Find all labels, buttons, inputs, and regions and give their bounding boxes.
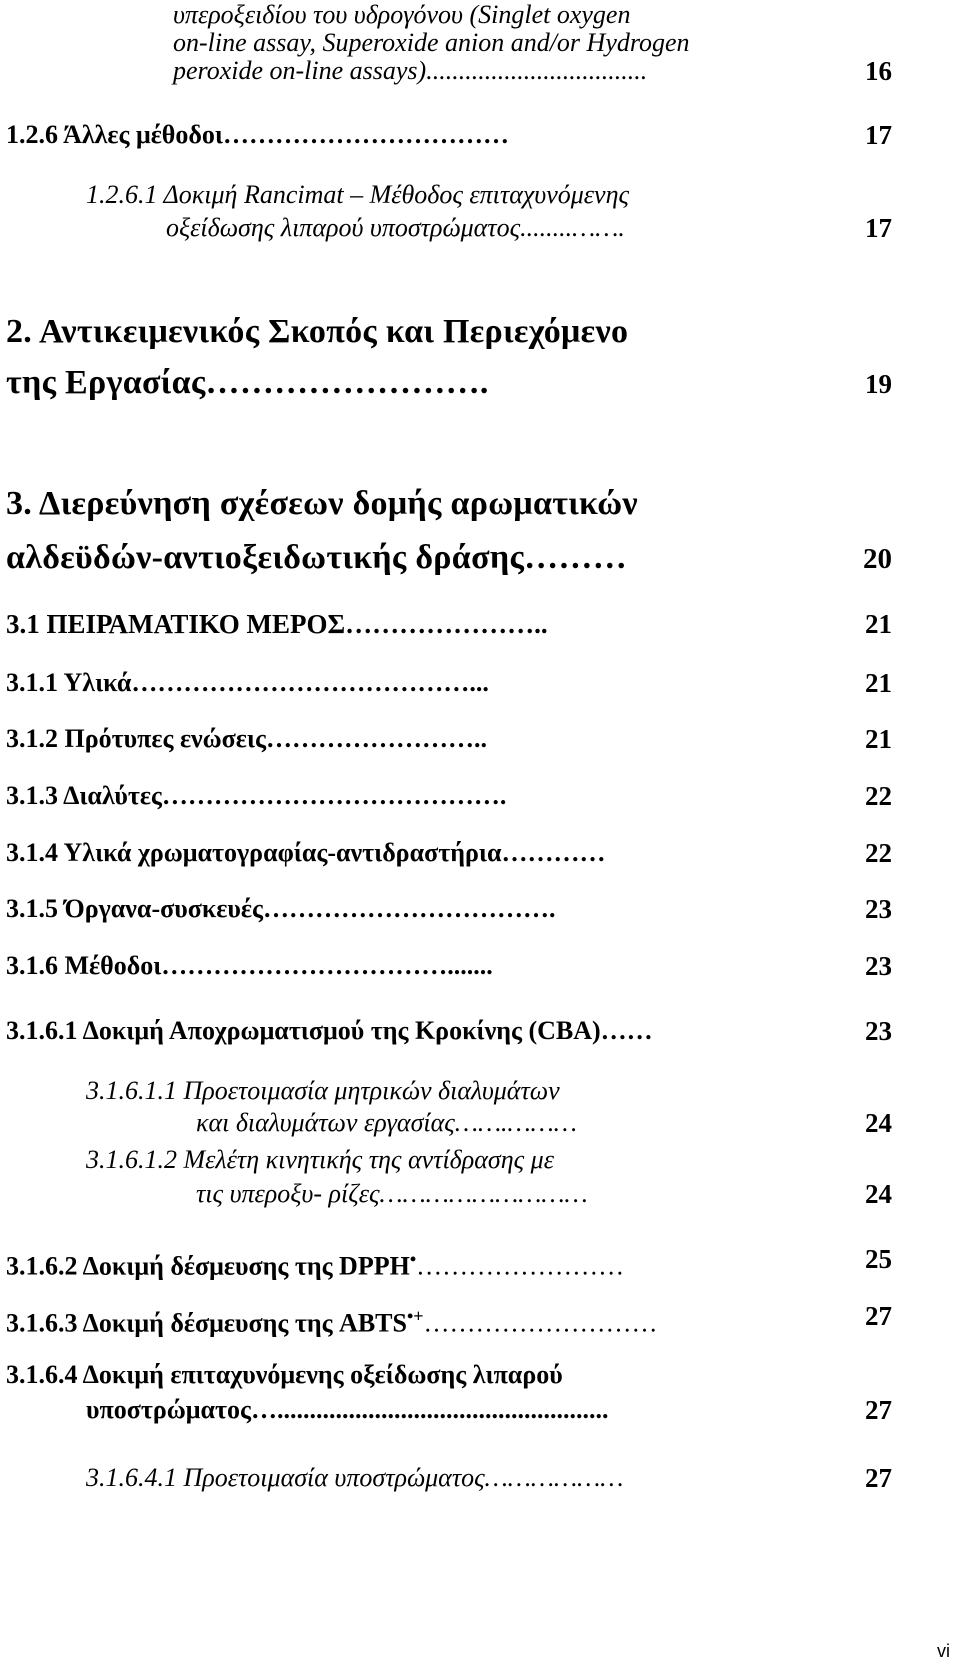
- radical-superscript: •: [409, 1249, 417, 1269]
- toc-page-number: 27: [865, 1301, 892, 1331]
- toc-line: 3.1.6.1.1 Προετοιμασία μητρικών διαλυμάτων: [86, 1076, 560, 1105]
- toc-line: οξείδωσης λιπαρού υποστρώματος........…….: [166, 213, 625, 242]
- toc-line: 3.1.2 Πρότυπες ενώσεις……………………..: [6, 724, 487, 753]
- toc-line: υπεροξειδίου του υδρογόνου (Singlet oxygen: [173, 0, 631, 29]
- toc-page-number: 20: [863, 543, 892, 575]
- toc-line: peroxide on-line assays)..................................: [173, 56, 648, 85]
- toc-line: 3.1.6.1 Δοκιμή Αποχρωματισμού της Κροκίνης (CBA)……: [6, 1016, 653, 1045]
- toc-line: [6, 1244, 624, 1282]
- toc-chapter-heading: αλδεϋδών-αντιοξειδωτικής δράσης………: [6, 539, 628, 576]
- toc-line-text: 3.1.6.2 Δοκιμή δέσμευσης της DPPH: [6, 1251, 410, 1281]
- toc-page-number: 22: [865, 781, 892, 811]
- page-footer-number: vi: [937, 1641, 950, 1661]
- toc-page-number: 23: [865, 894, 892, 924]
- radical-superscript: •+: [406, 1306, 424, 1326]
- toc-line: 1.2.6 Άλλες μέθοδοι……………………………: [6, 120, 509, 149]
- toc-line: 1.2.6.1 Δοκιμή Rancimat – Μέθοδος επιταχυνόμενης: [86, 180, 630, 209]
- toc-page-number: 24: [865, 1108, 892, 1138]
- toc-line: 3.1.6.4 Δοκιμή επιταχυνόμενης οξείδωσης λιπαρού: [6, 1360, 563, 1389]
- toc-line: υποστρώματος…...................................................: [86, 1395, 609, 1424]
- toc-line: 3.1.4 Υλικά χρωματογραφίας-αντιδραστήρια…………: [6, 838, 606, 867]
- toc-page-number: 19: [865, 369, 892, 399]
- toc-line: 3.1.6.4.1 Προετοιμασία υποστρώματος………………: [86, 1463, 624, 1492]
- toc-page-number: 22: [865, 838, 892, 868]
- toc-page-number: 21: [865, 668, 892, 698]
- toc-page-number: 25: [865, 1244, 892, 1274]
- toc-page-number: 21: [865, 609, 892, 639]
- toc-line: 3.1.3 Διαλύτες………………………………….: [6, 781, 507, 810]
- toc-chapter-heading: της Εργασίας…………………….: [6, 364, 489, 401]
- toc-line: on-line assay, Superoxide anion and/or Hydrogen: [173, 28, 690, 57]
- toc-line: 3.1.6.1.2 Μελέτη κινητικής της αντίδρασης με: [86, 1145, 554, 1174]
- toc-line: 3.1.5 Όργανα-συσκευές…………………………….: [6, 894, 556, 923]
- toc-dots: ………………………: [423, 1308, 658, 1338]
- toc-line-text: 3.1.6.3 Δοκιμή δέσμευσης της ABTS: [6, 1308, 407, 1338]
- toc-page-number: 17: [865, 213, 892, 243]
- toc-line: τις υπεροξυ- ρίζες………………………: [196, 1179, 588, 1208]
- toc-page-number: 23: [865, 1016, 892, 1046]
- toc-line: 3.1.1 Υλικά…………………………………...: [6, 668, 489, 697]
- toc-page-number: 21: [865, 724, 892, 754]
- toc-page-number: 16: [865, 56, 892, 86]
- toc-chapter-heading: 3. Διερεύνηση σχέσεων δομής αρωματικών: [6, 485, 638, 522]
- toc-dots: ……………………: [416, 1251, 625, 1281]
- toc-page-number: 27: [865, 1463, 892, 1493]
- toc-page-number: 24: [865, 1179, 892, 1209]
- toc-line: 3.1 ΠΕΙΡΑΜΑΤΙΚΟ ΜΕΡΟΣ…………………..: [6, 609, 548, 639]
- toc-chapter-heading: 2. Αντικειμενικός Σκοπός και Περιεχόμενο: [6, 313, 629, 350]
- toc-page-number: 17: [865, 120, 892, 150]
- toc-line: και διαλυμάτων εργασίας…….………: [196, 1108, 577, 1137]
- toc-page-number: 27: [865, 1395, 892, 1425]
- toc-line: [6, 1301, 658, 1339]
- toc-line: 3.1.6 Μέθοδοι…………………………….......: [6, 951, 493, 980]
- toc-page-number: 23: [865, 951, 892, 981]
